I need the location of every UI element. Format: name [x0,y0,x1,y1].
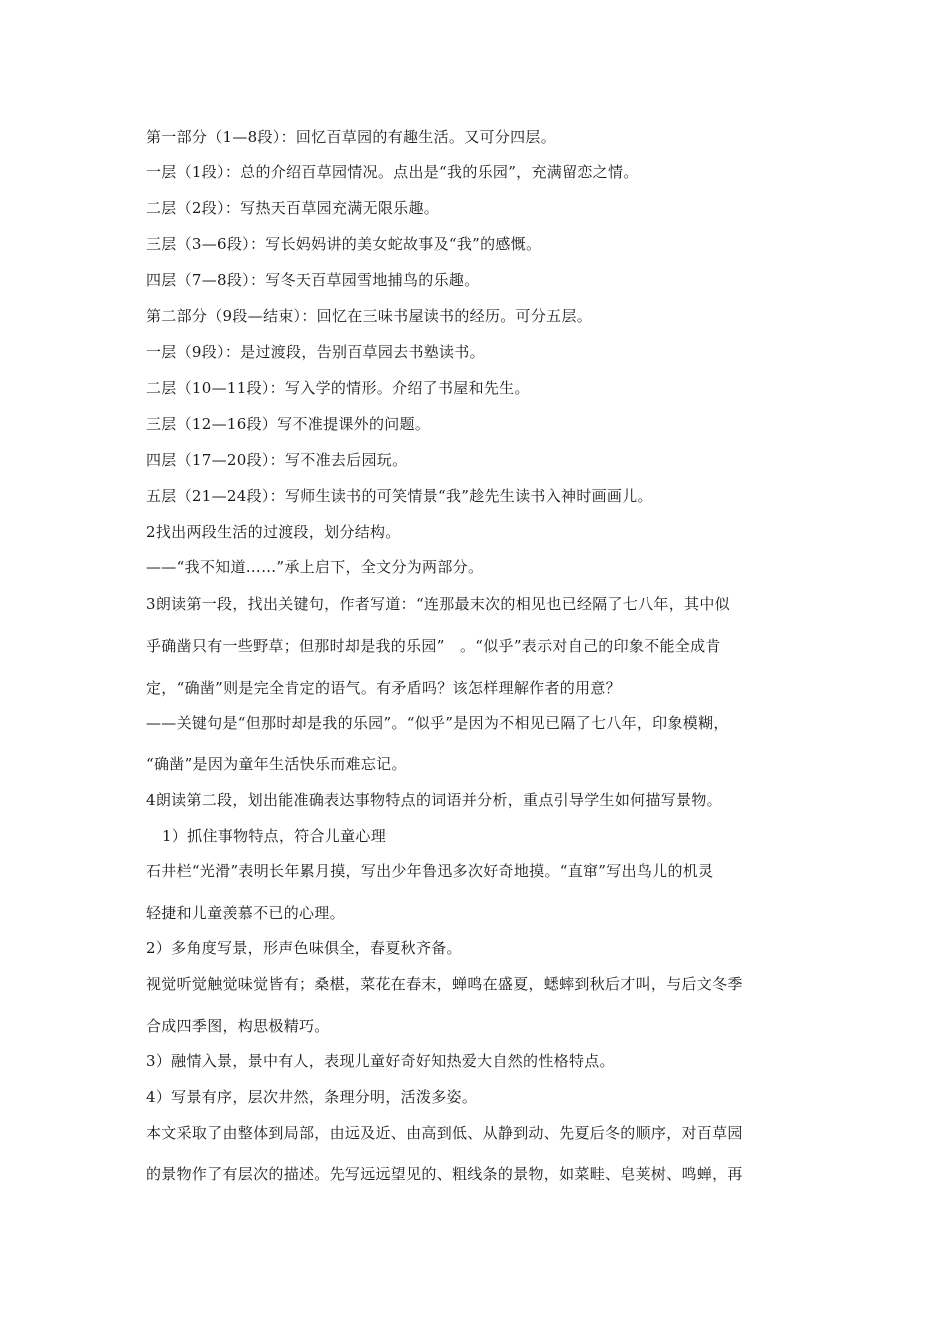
text-line: 4）写景有序，层次井然，条理分明，活泼多姿。 [146,1088,478,1106]
text-line: 四层（17—20段）：写不准去后园玩。 [146,451,408,469]
text-line: 一层（9段）：是过渡段，告别百草园去书塾读书。 [146,343,485,361]
text-line: 二层（10—11段）：写入学的情形。介绍了书屋和先生。 [146,379,530,397]
text-line: 1）抓住事物特点，符合儿童心理 [162,827,387,845]
text-line: 2）多角度写景，形声色味俱全，春夏秋齐备。 [146,939,462,957]
text-line: 4朗读第二段，划出能准确表达事物特点的词语并分析，重点引导学生如何描写景物。 [146,791,722,809]
text-line: 本文采取了由整体到局部，由远及近、由高到低、从静到动、先夏后冬的顺序，对百草园 [146,1124,743,1142]
text-line: 乎确凿只有一些野草；但那时却是我的乐园” 。“似乎”表示对自己的印象不能全成肯 [146,637,721,655]
text-line: 五层（21—24段）：写师生读书的可笑情景“我”趁先生读书入神时画画儿。 [146,487,653,505]
text-line: 的景物作了有层次的描述。先写远远望见的、粗线条的景物，如菜畦、皂荚树、鸣蝉，再 [146,1165,743,1183]
text-line: 3）融情入景，景中有人，表现儿童好奇好知热爱大自然的性格特点。 [146,1052,615,1070]
text-line: ——关键句是“但那时却是我的乐园”。“似乎”是因为不相见已隔了七八年，印象模糊， [146,714,729,732]
text-line: 3朗读第一段，找出关键句，作者写道：“连那最末次的相见也已经隔了七八年，其中似 [146,595,730,613]
text-line: 视觉听觉触觉味觉皆有；桑椹，菜花在春末，蝉鸣在盛夏，蟋蟀到秋后才叫，与后文冬季 [146,975,743,993]
text-line: 轻捷和儿童羡慕不已的心理。 [146,904,345,922]
text-line: 二层（2段）：写热天百草园充满无限乐趣。 [146,199,440,217]
text-line: 三层（12—16段）写不准提课外的问题。 [146,415,431,433]
text-line: ——“我不知道……”承上启下，全文分为两部分。 [146,558,484,576]
text-line: 合成四季图，构思极精巧。 [146,1017,330,1035]
text-line: 石井栏“光滑”表明长年累月摸，写出少年鲁迅多次好奇地摸。“直窜”写出鸟儿的机灵 [146,862,714,880]
text-line: 第二部分（9段—结束）：回忆在三味书屋读书的经历。可分五层。 [146,307,593,325]
text-line: 第一部分（1—8段）：回忆百草园的有趣生活。又可分四层。 [146,128,556,146]
text-line: “确凿”是因为童年生活快乐而难忘记。 [146,755,407,773]
text-line: 2找出两段生活的过渡段，划分结构。 [146,523,401,541]
text-line: 四层（7—8段）：写冬天百草园雪地捕鸟的乐趣。 [146,271,480,289]
text-line: 定，“确凿”则是完全肯定的语气。有矛盾吗？该怎样理解作者的用意？ [146,679,621,697]
text-line: 三层（3—6段）：写长妈妈讲的美女蛇故事及“我”的感慨。 [146,235,542,253]
text-line: 一层（1段）：总的介绍百草园情况。点出是“我的乐园”，充满留恋之情。 [146,163,639,181]
